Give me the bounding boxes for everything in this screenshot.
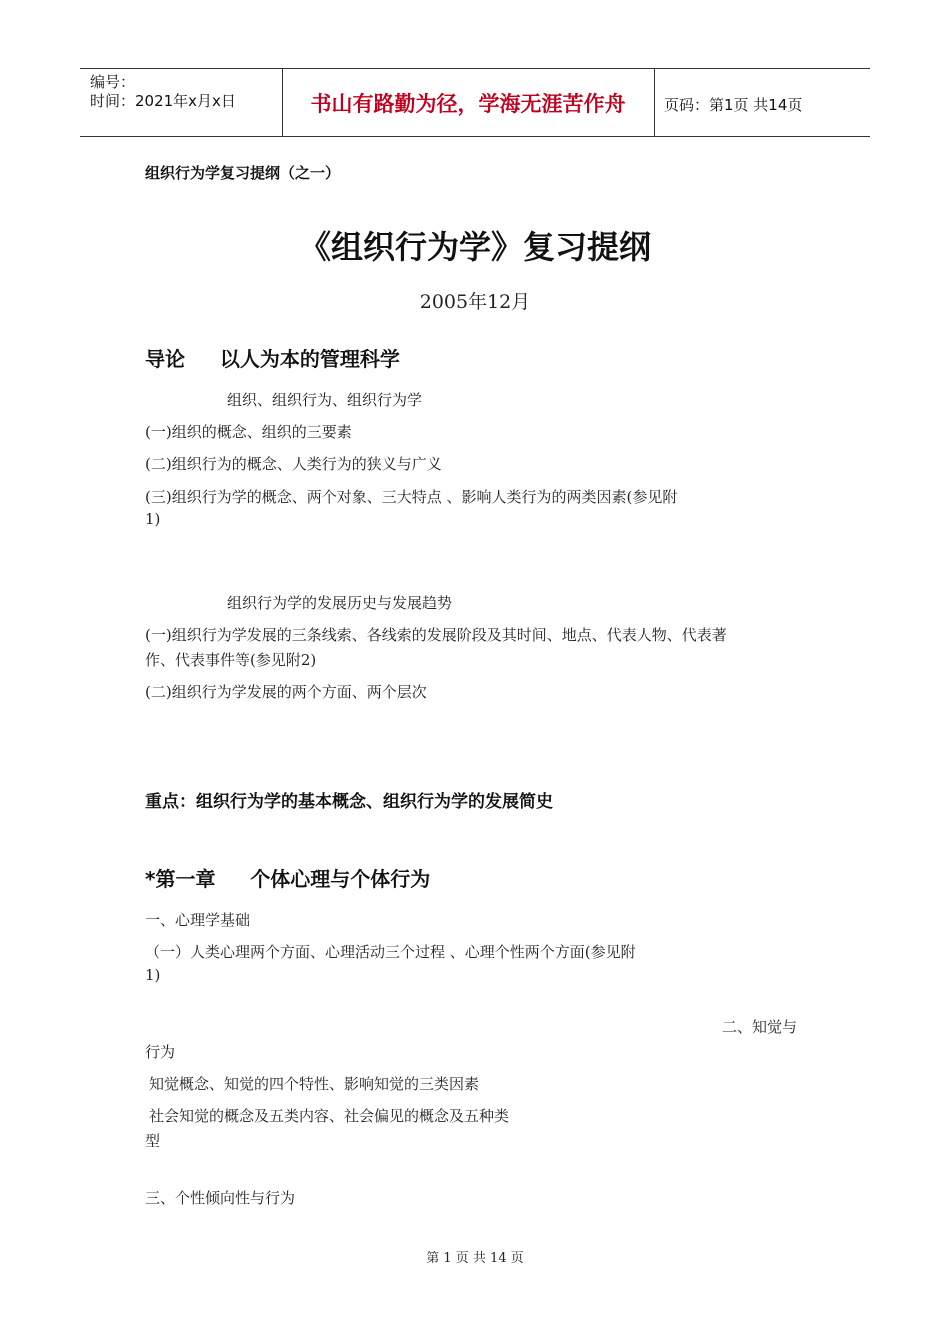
date-label: 时间：2021年x月x日: [90, 92, 236, 110]
section-heading: 二、知觉与: [722, 1018, 798, 1036]
header-divider: [654, 69, 655, 136]
list-item: 社会知觉的概念及五类内容、社会偏见的概念及五种类: [149, 1107, 510, 1125]
list-item-continued: 1): [145, 966, 161, 984]
intro-subheading: 组织、组织行为、组织行为学: [227, 391, 423, 409]
page-footer: 第 1 页 共 14 页: [426, 1251, 524, 1266]
list-item: (一)组织行为学发展的三条线索、各线索的发展阶段及其时间、地点、代表人物、代表著: [145, 626, 727, 644]
section-heading: 一、心理学基础: [145, 911, 251, 929]
development-subheading: 组织行为学的发展历史与发展趋势: [227, 594, 453, 612]
series-title: 组织行为学复习提纲（之一）: [145, 164, 341, 182]
section-heading: 三、个性倾向性与行为: [145, 1189, 296, 1207]
list-item: (三)组织行为学的概念、两个对象、三大特点 、影响人类行为的两类因素(参见附: [145, 488, 678, 506]
section-heading-continued: 行为: [145, 1043, 176, 1061]
list-item-continued: 作、代表事件等(参见附2): [145, 651, 317, 669]
chapter-heading: *第一章 个体心理与个体行为: [145, 867, 431, 891]
code-label: 编号：: [90, 73, 136, 91]
header-motto: 书山有路勤为径，学海无涯苦作舟: [310, 91, 626, 116]
header-table: [80, 68, 870, 137]
header-meta: [90, 73, 236, 111]
document-title: 《组织行为学》复习提纲: [298, 228, 651, 266]
document-date: 2005年12月: [419, 291, 531, 313]
list-item: 知觉概念、知觉的四个特性、影响知觉的三类因素: [149, 1075, 480, 1093]
header-page-info: 页码：第1页 共14页: [664, 96, 803, 114]
list-item: (一)组织的概念、组织的三要素: [145, 423, 352, 441]
list-item-continued: 型: [145, 1132, 161, 1150]
intro-heading: 导论 以人为本的管理科学: [145, 347, 400, 371]
list-item: (二)组织行为学发展的两个方面、两个层次: [145, 683, 427, 701]
list-item: (二)组织行为的概念、人类行为的狭义与广义: [145, 455, 442, 473]
list-item-continued: 1): [145, 510, 161, 528]
key-points: 重点：组织行为学的基本概念、组织行为学的发展简史: [145, 792, 553, 812]
list-item: （一）人类心理两个方面、心理活动三个过程 、心理个性两个方面(参见附: [145, 943, 636, 961]
